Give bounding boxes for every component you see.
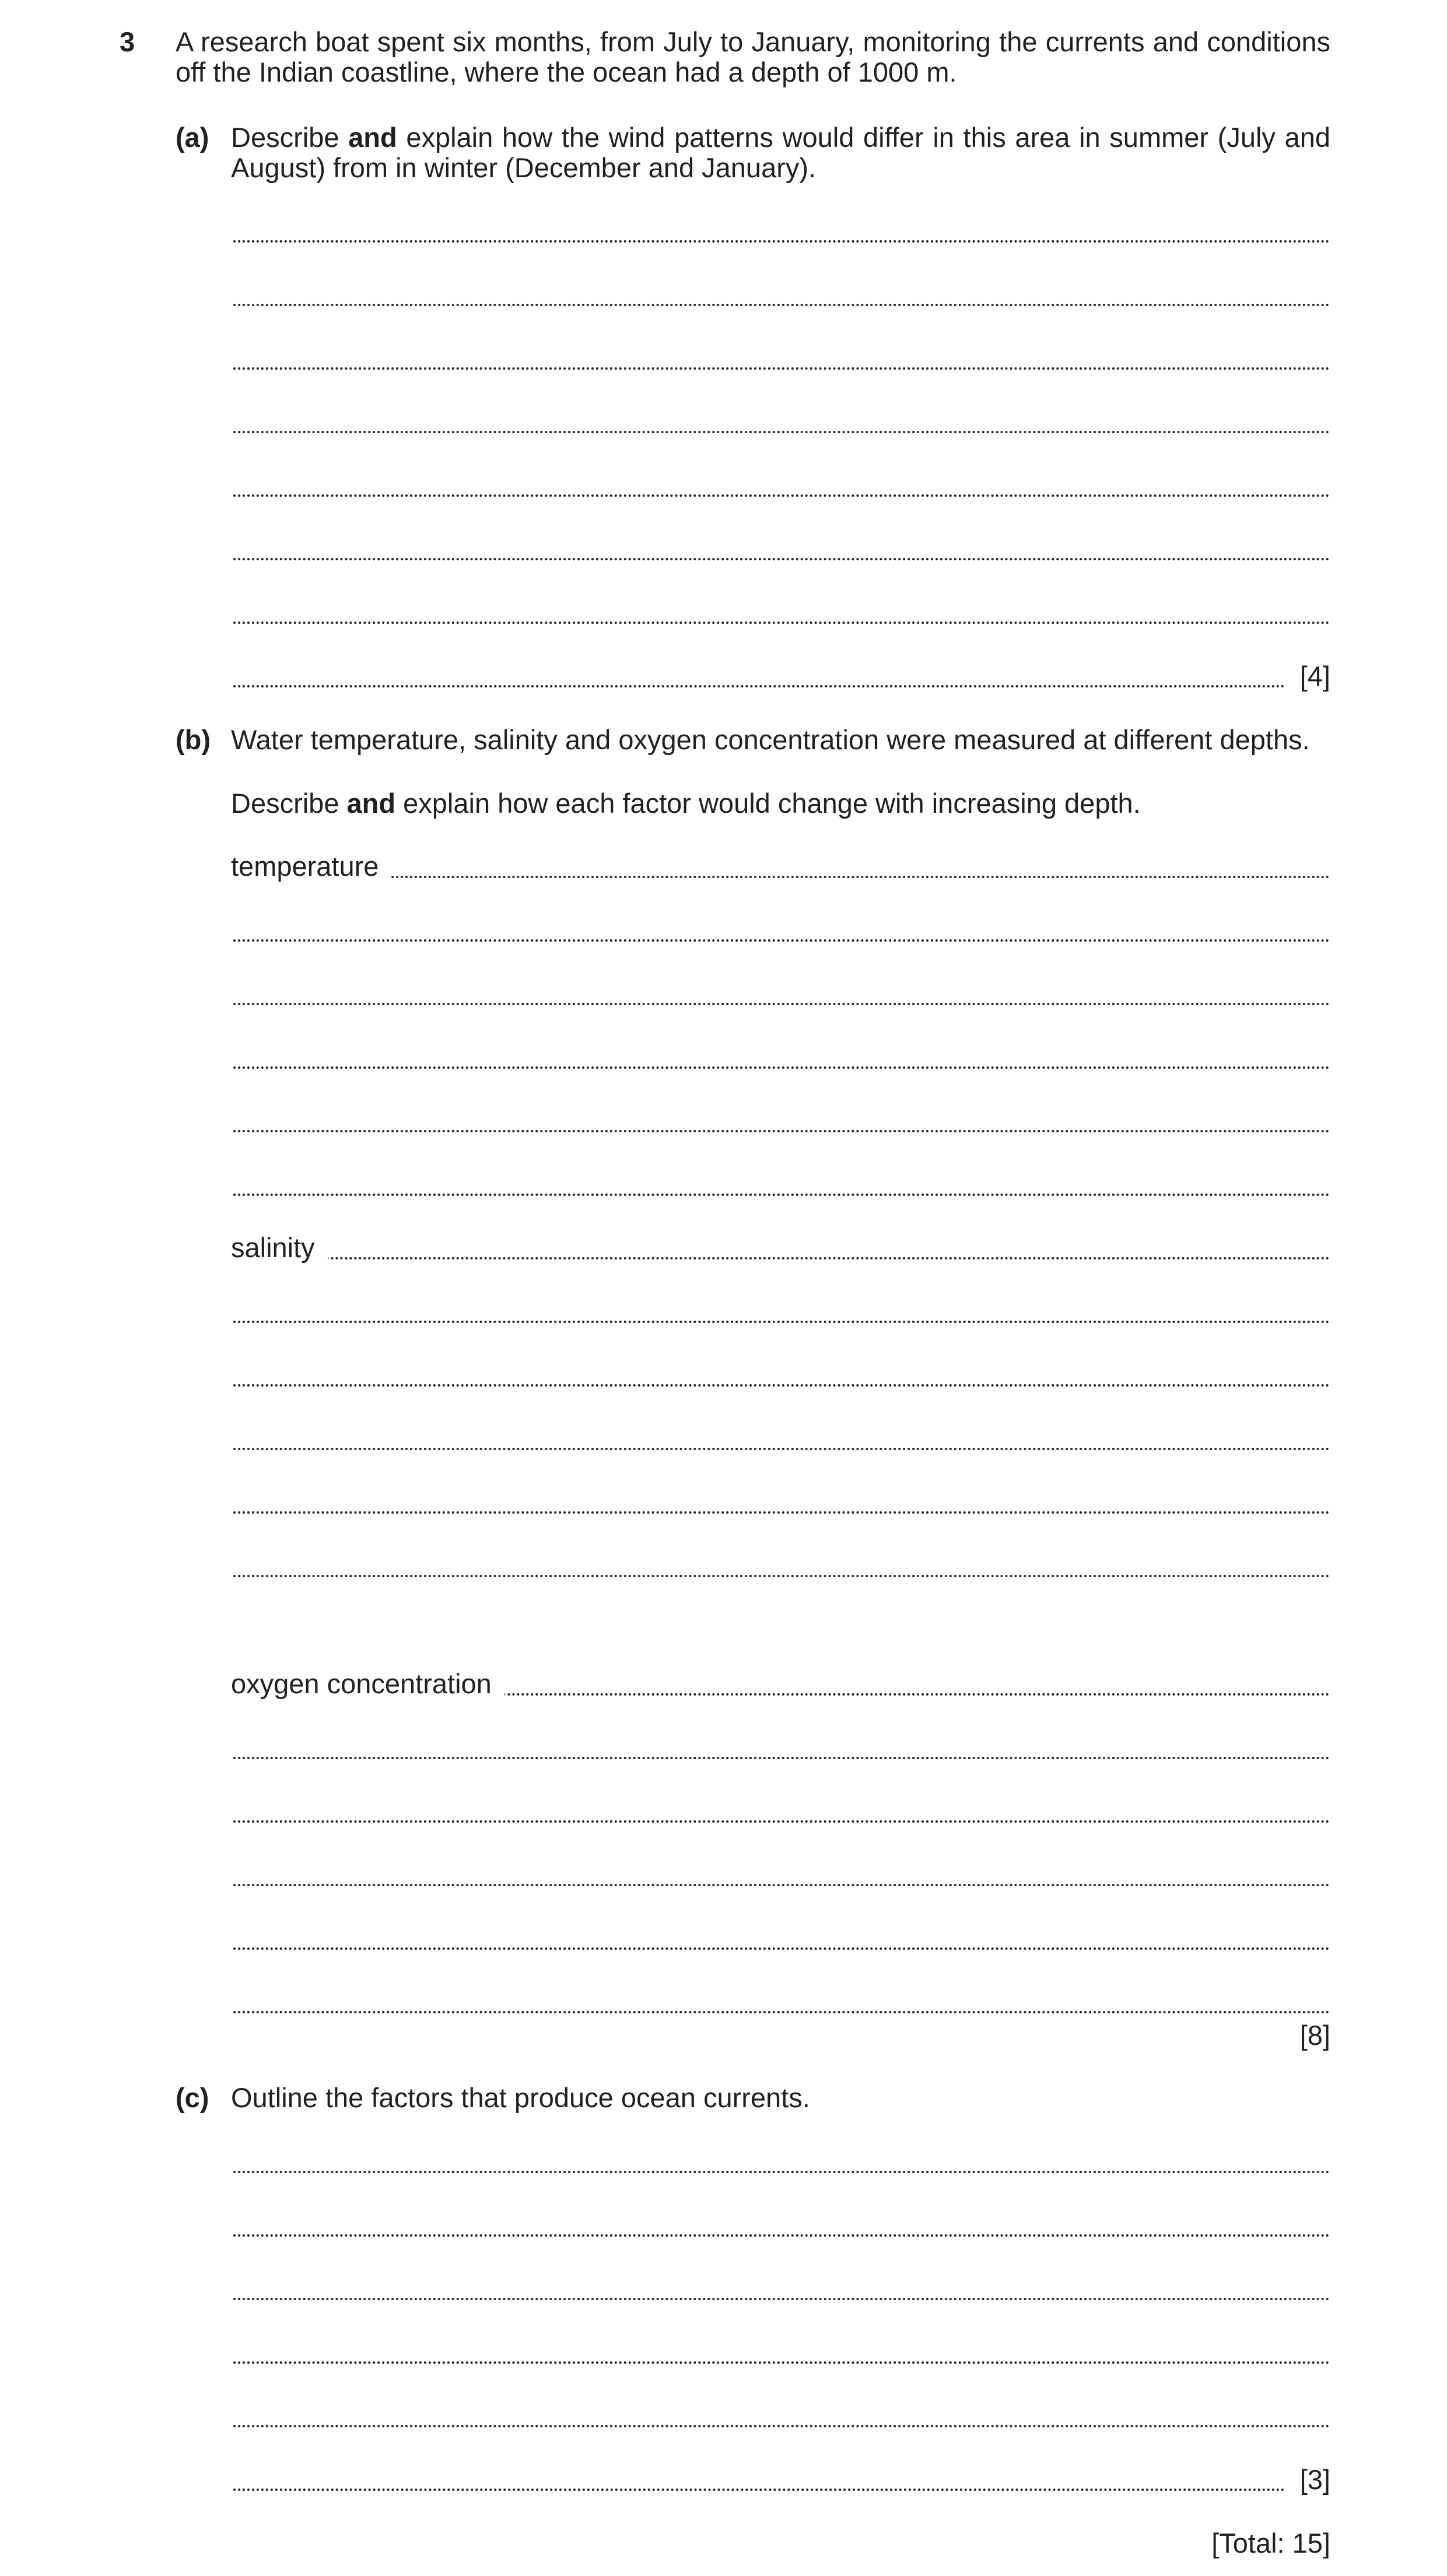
- answer-line-c5[interactable]: [233, 2425, 1330, 2427]
- answer-line-temperature-1[interactable]: [233, 876, 1330, 878]
- part-b-marks: [8]: [1299, 2020, 1330, 2051]
- answer-line-oxygen-3[interactable]: [233, 1820, 1330, 1823]
- answer-line-salinity-6[interactable]: [233, 1575, 1330, 1577]
- answer-line-temperature-3[interactable]: [233, 1003, 1330, 1005]
- total-marks: [Total: 15]: [1211, 2528, 1330, 2559]
- part-b-prompt: Describe and explain how each factor would change with increasing depth.: [231, 788, 1141, 819]
- part-a-label: (a): [176, 122, 209, 153]
- answer-line-c3[interactable]: [233, 2298, 1330, 2300]
- part-c-marks: [3]: [1299, 2464, 1330, 2495]
- answer-line-salinity-4[interactable]: [233, 1448, 1330, 1450]
- part-c-label: (c): [176, 2082, 209, 2113]
- question-number: 3: [120, 26, 135, 57]
- salinity-label: salinity: [231, 1233, 328, 1263]
- answer-line-c2[interactable]: [233, 2234, 1330, 2237]
- part-c-prompt: Outline the factors that produce ocean currents.: [231, 2082, 810, 2113]
- part-b-label: (b): [176, 724, 211, 755]
- temperature-label: temperature: [231, 851, 391, 882]
- question-stem: A research boat spent six months, from July to January, monitoring the currents and conditions off the Indian coastline, where the ocean had a depth of 1000 m.: [176, 26, 1330, 87]
- answer-line-a2[interactable]: [233, 304, 1330, 306]
- answer-line-oxygen-6[interactable]: [233, 2011, 1330, 2013]
- answer-line-temperature-5[interactable]: [233, 1130, 1330, 1132]
- answer-line-salinity-1[interactable]: [233, 1257, 1330, 1259]
- answer-line-a1[interactable]: [233, 240, 1330, 243]
- answer-line-c1[interactable]: [233, 2171, 1330, 2173]
- answer-line-a7[interactable]: [233, 622, 1330, 624]
- answer-line-c4[interactable]: [233, 2361, 1330, 2364]
- part-a-prompt: Describe and explain how the wind patterns would differ in this area in summer (July and August) from in winter (December and January).: [231, 122, 1330, 183]
- answer-line-salinity-2[interactable]: [233, 1321, 1330, 1323]
- answer-line-a6[interactable]: [233, 558, 1330, 560]
- answer-line-a5[interactable]: [233, 494, 1330, 497]
- part-b-intro: Water temperature, salinity and oxygen concentration were measured at different depths.: [231, 724, 1310, 755]
- answer-line-a3[interactable]: [233, 367, 1330, 370]
- answer-line-a8[interactable]: [233, 685, 1285, 687]
- answer-line-oxygen-4[interactable]: [233, 1884, 1330, 1886]
- answer-line-temperature-4[interactable]: [233, 1066, 1330, 1069]
- answer-line-oxygen-5[interactable]: [233, 1947, 1330, 1950]
- oxygen-concentration-label: oxygen concentration: [231, 1669, 504, 1699]
- answer-line-temperature-6[interactable]: [233, 1194, 1330, 1196]
- answer-line-oxygen-2[interactable]: [233, 1757, 1330, 1759]
- part-a-marks: [4]: [1299, 661, 1330, 692]
- answer-line-temperature-2[interactable]: [233, 939, 1330, 942]
- answer-line-c6[interactable]: [233, 2489, 1285, 2491]
- answer-line-salinity-5[interactable]: [233, 1511, 1330, 1514]
- answer-line-a4[interactable]: [233, 431, 1330, 433]
- answer-line-salinity-3[interactable]: [233, 1384, 1330, 1387]
